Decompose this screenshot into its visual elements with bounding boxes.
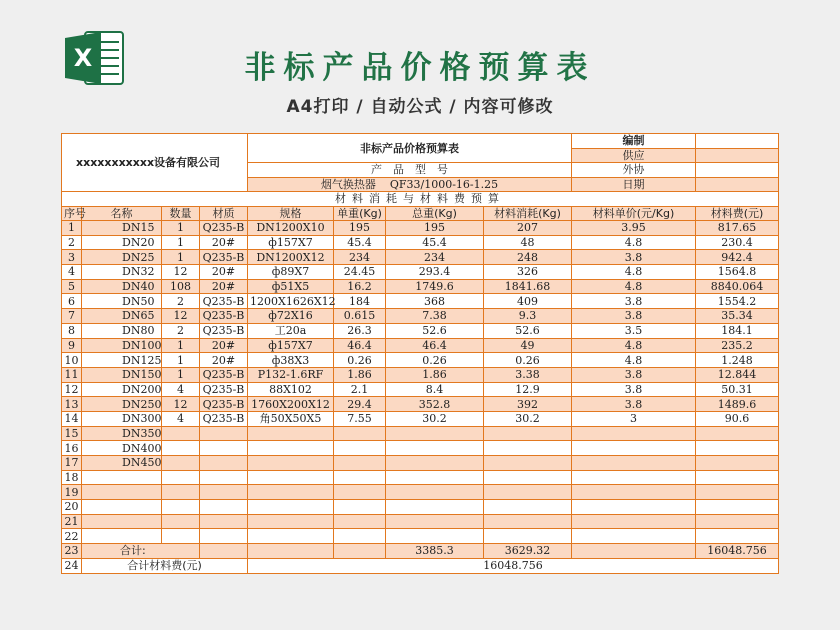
table-cell[interactable]: 0.26 [484, 353, 572, 368]
table-cell[interactable] [572, 485, 696, 500]
row-number: 10 [62, 353, 82, 368]
table-cell[interactable]: 46.4 [386, 338, 484, 353]
col-header: 材料消耗(Kg) [484, 206, 572, 221]
table-cell[interactable]: 248 [484, 250, 572, 265]
table-cell[interactable] [696, 485, 779, 500]
table-row [62, 426, 779, 441]
table-cell[interactable]: 3.8 [572, 294, 696, 309]
value-riqi[interactable] [696, 177, 779, 192]
row-number: 22 [62, 529, 82, 544]
value-gongying[interactable] [696, 148, 779, 163]
table-cell[interactable] [334, 456, 386, 471]
table-cell[interactable]: 409 [484, 294, 572, 309]
total-weight[interactable]: 3385.3 [386, 544, 484, 559]
table-cell[interactable] [200, 485, 248, 500]
table-cell[interactable] [200, 500, 248, 515]
table-cell[interactable]: 45.4 [334, 235, 386, 250]
row-number: 15 [62, 426, 82, 441]
table-cell[interactable]: 293.4 [386, 265, 484, 280]
product-name: 烟气换热器 [320, 177, 376, 191]
table-body [62, 221, 779, 544]
table-row [62, 529, 779, 544]
table-cell[interactable]: 0.26 [334, 353, 386, 368]
table-row [62, 382, 779, 397]
table-cell[interactable]: 20# [200, 265, 248, 280]
table-row [62, 411, 779, 426]
table-cell[interactable]: DN15 [82, 221, 162, 236]
table-cell[interactable] [386, 485, 484, 500]
table-row [62, 367, 779, 382]
table-cell[interactable] [162, 529, 200, 544]
label-gongying: 供应 [572, 148, 696, 163]
table-cell[interactable]: ф89X7 [248, 265, 334, 280]
row-number: 23 [62, 544, 82, 559]
table-cell[interactable] [162, 456, 200, 471]
table-cell[interactable]: 50.31 [696, 382, 779, 397]
table-cell[interactable]: 4 [162, 411, 200, 426]
table-cell[interactable]: ф38X3 [248, 353, 334, 368]
table-cell[interactable]: ф157X7 [248, 235, 334, 250]
table-cell[interactable]: 3.8 [572, 309, 696, 324]
table-cell[interactable]: 1564.8 [696, 265, 779, 280]
col-header: 序号 [62, 206, 82, 221]
table-cell[interactable]: 108 [162, 279, 200, 294]
table-cell[interactable] [82, 500, 162, 515]
label-bianzhi: 编制 [572, 134, 696, 149]
table-cell[interactable] [200, 456, 248, 471]
table-cell[interactable]: 12 [162, 265, 200, 280]
table-cell[interactable] [484, 470, 572, 485]
table-cell[interactable]: Q235-B [200, 294, 248, 309]
table-cell[interactable]: 1 [162, 338, 200, 353]
table-row [62, 235, 779, 250]
table-row [62, 265, 779, 280]
table-cell[interactable] [162, 514, 200, 529]
col-header: 材质 [200, 206, 248, 221]
table-cell[interactable]: ф51X5 [248, 279, 334, 294]
table-cell[interactable] [334, 500, 386, 515]
table-cell[interactable]: ф72X16 [248, 309, 334, 324]
table-row [62, 338, 779, 353]
table-cell[interactable]: DN32 [82, 265, 162, 280]
table-cell[interactable] [572, 441, 696, 456]
table-cell[interactable] [696, 514, 779, 529]
table-cell[interactable] [82, 514, 162, 529]
row-number: 20 [62, 500, 82, 515]
table-cell[interactable]: 4.8 [572, 265, 696, 280]
col-header: 材料单价(元/Kg) [572, 206, 696, 221]
table-cell[interactable]: 326 [484, 265, 572, 280]
table-cell[interactable]: 4.8 [572, 338, 696, 353]
row-number: 3 [62, 250, 82, 265]
table-cell[interactable] [696, 470, 779, 485]
table-cell[interactable]: 1749.6 [386, 279, 484, 294]
table-cell[interactable] [386, 470, 484, 485]
form-title: 非标产品价格预算表 [248, 134, 572, 163]
table-cell[interactable]: DN250 [82, 397, 162, 412]
table-cell[interactable]: 235.2 [696, 338, 779, 353]
table-cell[interactable]: 0.26 [386, 353, 484, 368]
table-cell[interactable]: 195 [334, 221, 386, 236]
row-number: 16 [62, 441, 82, 456]
table-cell[interactable]: 1 [162, 367, 200, 382]
table-cell[interactable]: 8.4 [386, 382, 484, 397]
table-cell[interactable] [334, 426, 386, 441]
table-cell[interactable]: 4.8 [572, 353, 696, 368]
table-cell[interactable] [82, 529, 162, 544]
product-label: 产 品 型 号 [248, 163, 572, 178]
table-cell[interactable]: 3 [572, 411, 696, 426]
table-cell[interactable]: 1200X1626X12 [248, 294, 334, 309]
row-number: 5 [62, 279, 82, 294]
table-cell[interactable] [162, 441, 200, 456]
row-number: 17 [62, 456, 82, 471]
table-cell[interactable]: 3.8 [572, 382, 696, 397]
row-number: 8 [62, 323, 82, 338]
table-cell[interactable]: 3.5 [572, 323, 696, 338]
table-row [62, 353, 779, 368]
row-number: 18 [62, 470, 82, 485]
table-cell[interactable] [162, 485, 200, 500]
table-cell[interactable] [386, 500, 484, 515]
table-cell[interactable]: 12.844 [696, 367, 779, 382]
product-code: QF33/1000-16-1.25 [389, 177, 499, 191]
table-cell[interactable] [82, 470, 162, 485]
value-bianzhi[interactable] [696, 134, 779, 149]
row-number: 6 [62, 294, 82, 309]
row-number: 1 [62, 221, 82, 236]
logo-letter: X [73, 44, 93, 72]
table-cell[interactable]: DN400 [82, 441, 162, 456]
page-title: 非标产品价格预算表 [244, 50, 596, 86]
table-cell[interactable]: 1.86 [386, 367, 484, 382]
table-cell[interactable]: 234 [386, 250, 484, 265]
table-cell[interactable]: P132-1.6RF [248, 367, 334, 382]
table-row [62, 514, 779, 529]
table-cell[interactable] [572, 529, 696, 544]
table-cell[interactable]: Q235-B [200, 397, 248, 412]
table-row [62, 470, 779, 485]
table-cell[interactable] [248, 485, 334, 500]
total-consumption[interactable]: 3629.32 [484, 544, 572, 559]
table-row [62, 456, 779, 471]
col-header: 总重(Kg) [386, 206, 484, 221]
table-cell[interactable]: 35.34 [696, 309, 779, 324]
table-cell[interactable]: 2.1 [334, 382, 386, 397]
company-name: xxxxxxxxxxx设备有限公司 [62, 134, 248, 192]
table-cell[interactable] [248, 470, 334, 485]
table-cell[interactable]: 4.8 [572, 279, 696, 294]
col-header: 数量 [162, 206, 200, 221]
label-waixie: 外协 [572, 163, 696, 178]
table-cell[interactable]: DN200 [82, 382, 162, 397]
table-cell[interactable] [572, 500, 696, 515]
table-cell[interactable] [386, 441, 484, 456]
table-cell[interactable] [484, 485, 572, 500]
table-cell[interactable]: 234 [334, 250, 386, 265]
table-cell[interactable]: 16.2 [334, 279, 386, 294]
table-cell[interactable] [334, 485, 386, 500]
table-cell[interactable]: Q235-B [200, 309, 248, 324]
table-cell[interactable]: DN450 [82, 456, 162, 471]
table-cell[interactable] [696, 500, 779, 515]
table-cell[interactable]: 26.3 [334, 323, 386, 338]
table-cell[interactable] [386, 529, 484, 544]
table-cell[interactable] [484, 529, 572, 544]
table-cell[interactable]: DN150 [82, 367, 162, 382]
row-number: 19 [62, 485, 82, 500]
table-cell[interactable]: 817.65 [696, 221, 779, 236]
table-cell[interactable]: DN100 [82, 338, 162, 353]
table-cell[interactable]: DN50 [82, 294, 162, 309]
table-cell[interactable] [484, 456, 572, 471]
table-cell[interactable]: DN20 [82, 235, 162, 250]
table-cell[interactable] [334, 514, 386, 529]
row-number: 12 [62, 382, 82, 397]
table-cell[interactable]: 1 [162, 250, 200, 265]
table-cell[interactable]: 45.4 [386, 235, 484, 250]
table-cell[interactable]: Q235-B [200, 411, 248, 426]
table-cell[interactable]: Q235-B [200, 323, 248, 338]
table-cell[interactable]: 230.4 [696, 235, 779, 250]
table-cell[interactable]: DN300 [82, 411, 162, 426]
table-cell[interactable]: Q235-B [200, 221, 248, 236]
row-number: 21 [62, 514, 82, 529]
table-cell[interactable]: DN1200X10 [248, 221, 334, 236]
table-cell[interactable]: 3.8 [572, 250, 696, 265]
table-row [62, 221, 779, 236]
table-cell[interactable] [484, 514, 572, 529]
table-cell[interactable] [162, 470, 200, 485]
table-cell[interactable]: 49 [484, 338, 572, 353]
table-cell[interactable]: 12 [162, 309, 200, 324]
table-cell[interactable]: 1841.68 [484, 279, 572, 294]
table-cell[interactable] [572, 514, 696, 529]
table-cell[interactable]: 1 [162, 221, 200, 236]
table-cell[interactable] [162, 500, 200, 515]
table-cell[interactable]: 352.8 [386, 397, 484, 412]
table-cell[interactable] [386, 426, 484, 441]
table-cell[interactable]: 3.38 [484, 367, 572, 382]
grand-total-label: 合计材料费(元) [82, 558, 248, 573]
table-cell[interactable]: 1554.2 [696, 294, 779, 309]
table-cell[interactable]: 2 [162, 323, 200, 338]
table-cell[interactable]: DN40 [82, 279, 162, 294]
table-row [62, 485, 779, 500]
table-cell[interactable] [200, 426, 248, 441]
table-cell[interactable] [200, 470, 248, 485]
table-cell[interactable] [200, 529, 248, 544]
table-cell[interactable] [334, 529, 386, 544]
table-cell[interactable] [334, 470, 386, 485]
table-cell[interactable] [572, 456, 696, 471]
table-cell[interactable]: 207 [484, 221, 572, 236]
table-cell[interactable]: DN350 [82, 426, 162, 441]
table-cell[interactable] [248, 529, 334, 544]
row-number: 9 [62, 338, 82, 353]
table-row [62, 323, 779, 338]
table-row [62, 294, 779, 309]
table-cell[interactable]: 4.8 [572, 235, 696, 250]
table-cell[interactable]: DN65 [82, 309, 162, 324]
table-row [62, 279, 779, 294]
table-cell[interactable] [200, 441, 248, 456]
table-cell[interactable]: 0.615 [334, 309, 386, 324]
table-cell[interactable] [82, 485, 162, 500]
table-cell[interactable] [696, 456, 779, 471]
table-cell[interactable]: Q235-B [200, 367, 248, 382]
table-cell[interactable]: 942.4 [696, 250, 779, 265]
table-cell[interactable]: 1489.6 [696, 397, 779, 412]
table-cell[interactable]: 195 [386, 221, 484, 236]
table-cell[interactable]: 3.95 [572, 221, 696, 236]
table-cell[interactable]: 12 [162, 397, 200, 412]
table-cell[interactable] [484, 500, 572, 515]
table-cell[interactable]: 20# [200, 279, 248, 294]
table-cell[interactable]: 1760X200X12 [248, 397, 334, 412]
table-cell[interactable]: 角50X50X5 [248, 411, 334, 426]
table-cell[interactable]: 48 [484, 235, 572, 250]
row-number: 11 [62, 367, 82, 382]
table-cell[interactable] [572, 470, 696, 485]
col-header: 材料费(元) [696, 206, 779, 221]
table-cell[interactable] [386, 456, 484, 471]
table-cell[interactable]: DN125 [82, 353, 162, 368]
table-cell[interactable] [200, 514, 248, 529]
table-cell[interactable] [572, 426, 696, 441]
table-cell[interactable] [696, 529, 779, 544]
col-header: 名称 [82, 206, 162, 221]
table-cell[interactable]: 7.55 [334, 411, 386, 426]
table-cell[interactable]: 88X102 [248, 382, 334, 397]
table-cell[interactable]: ф157X7 [248, 338, 334, 353]
table-cell[interactable]: 392 [484, 397, 572, 412]
table-cell[interactable]: 1.86 [334, 367, 386, 382]
table-cell[interactable] [248, 441, 334, 456]
table-cell[interactable]: 9.3 [484, 309, 572, 324]
table-cell[interactable]: 3.8 [572, 397, 696, 412]
section-title: 材料消耗与材料费预算 [62, 192, 779, 207]
table-cell[interactable] [696, 426, 779, 441]
row-number: 2 [62, 235, 82, 250]
table-cell[interactable]: 52.6 [386, 323, 484, 338]
table-cell[interactable]: 4 [162, 382, 200, 397]
table-cell[interactable]: 46.4 [334, 338, 386, 353]
spreadsheet [61, 133, 778, 574]
product-info [248, 177, 572, 192]
table-cell[interactable]: 2 [162, 294, 200, 309]
table-cell[interactable] [696, 441, 779, 456]
table-row [62, 309, 779, 324]
col-header: 单重(Kg) [334, 206, 386, 221]
table-cell[interactable] [484, 441, 572, 456]
table-cell[interactable]: Q235-B [200, 250, 248, 265]
table-cell[interactable]: 24.45 [334, 265, 386, 280]
table-cell[interactable]: 3.8 [572, 367, 696, 382]
table-cell[interactable]: 20# [200, 353, 248, 368]
value-waixie[interactable] [696, 163, 779, 178]
row-number: 14 [62, 411, 82, 426]
table-cell[interactable]: 1.248 [696, 353, 779, 368]
table-row [62, 441, 779, 456]
table-cell[interactable]: 20# [200, 338, 248, 353]
table-cell[interactable]: Q235-B [200, 382, 248, 397]
table-cell[interactable]: DN1200X12 [248, 250, 334, 265]
table-cell[interactable] [334, 441, 386, 456]
table-cell[interactable] [248, 426, 334, 441]
table-cell[interactable]: 工20a [248, 323, 334, 338]
totals-label: 合计: [82, 544, 200, 559]
table-cell[interactable] [248, 456, 334, 471]
table-cell[interactable]: DN80 [82, 323, 162, 338]
budget-table [61, 133, 779, 574]
page-subtitle: A4打印 / 自动公式 / 内容可修改 [286, 97, 554, 117]
table-cell[interactable]: 1 [162, 353, 200, 368]
col-header: 规格 [248, 206, 334, 221]
table-cell[interactable]: 30.2 [484, 411, 572, 426]
table-cell[interactable] [162, 426, 200, 441]
table-cell[interactable]: 368 [386, 294, 484, 309]
table-cell[interactable]: 52.6 [484, 323, 572, 338]
table-cell[interactable] [248, 500, 334, 515]
table-cell[interactable]: 12.9 [484, 382, 572, 397]
row-number: 24 [62, 558, 82, 573]
total-cost[interactable]: 16048.756 [696, 544, 779, 559]
table-row [62, 397, 779, 412]
table-row [62, 250, 779, 265]
table-row [62, 500, 779, 515]
label-riqi: 日期 [572, 177, 696, 192]
grand-total-value[interactable]: 16048.756 [248, 558, 779, 573]
table-cell[interactable]: 29.4 [334, 397, 386, 412]
table-cell[interactable]: 184 [334, 294, 386, 309]
table-cell[interactable] [386, 514, 484, 529]
table-cell[interactable] [248, 514, 334, 529]
table-cell[interactable]: 30.2 [386, 411, 484, 426]
table-cell[interactable] [484, 426, 572, 441]
table-cell[interactable]: 1 [162, 235, 200, 250]
table-cell[interactable]: 7.38 [386, 309, 484, 324]
table-cell[interactable]: 90.6 [696, 411, 779, 426]
table-cell[interactable]: 20# [200, 235, 248, 250]
table-cell[interactable]: 8840.064 [696, 279, 779, 294]
table-cell[interactable]: DN25 [82, 250, 162, 265]
row-number: 7 [62, 309, 82, 324]
row-number: 13 [62, 397, 82, 412]
table-cell[interactable]: 184.1 [696, 323, 779, 338]
row-number: 4 [62, 265, 82, 280]
